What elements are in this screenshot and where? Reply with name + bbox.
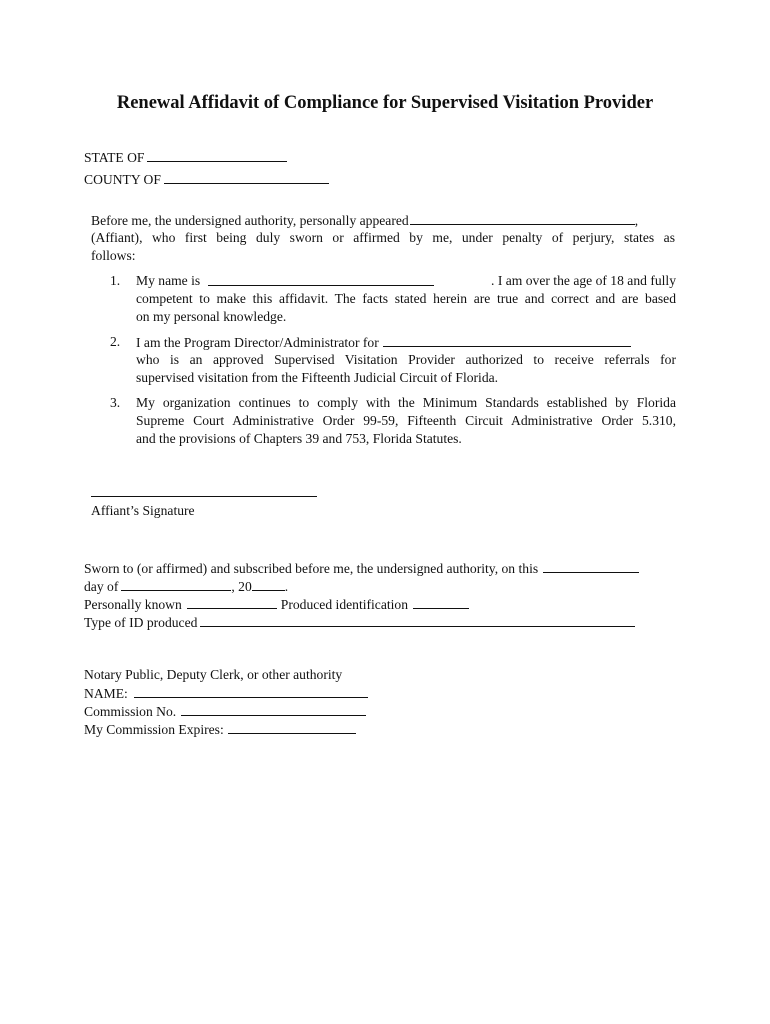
year-prefix: , 20 [231, 579, 252, 594]
item-1-line-1 [136, 272, 676, 290]
county-blank[interactable] [164, 170, 329, 184]
notary-name-label: NAME: [84, 686, 128, 701]
list-item [110, 394, 676, 450]
county-line [84, 170, 329, 189]
personally-known-label: Personally known [84, 597, 182, 612]
organization-blank[interactable] [383, 333, 631, 347]
expires-label: My Commission Expires: [84, 722, 224, 737]
intro-line-1 [91, 211, 675, 229]
jurat-text: Sworn to (or affirmed) and subscribed before me, the undersigned authority, on this [84, 561, 539, 576]
intro-comma: , [634, 213, 639, 228]
state-line [84, 148, 287, 167]
my-name-blank[interactable] [208, 272, 434, 286]
item-2-text-a: I am the Program Director/Administrator for [136, 335, 379, 350]
state-label: STATE OF [84, 150, 145, 165]
notary-heading: Notary Public, Deputy Clerk, or other authority [84, 667, 343, 682]
intro-text: Before me, the undersigned authority, personally appeared [91, 213, 409, 228]
expires-blank[interactable] [228, 720, 356, 734]
produced-id-label: Produced identification [280, 597, 409, 612]
item-1-line-3: on my personal knowledge. [136, 309, 287, 324]
item-number: 2. [110, 334, 121, 349]
commission-blank[interactable] [181, 702, 366, 716]
year-blank[interactable] [252, 577, 285, 591]
affiant-signature-line[interactable] [91, 495, 317, 497]
item-body [136, 272, 676, 326]
item-3-line-2: Supreme Court Administrative Order 99-59, Fifteenth Circuit Administrative Order 5.310, [136, 413, 676, 428]
commission-line [84, 702, 366, 721]
county-label: COUNTY OF [84, 172, 161, 187]
intro-paragraph [91, 211, 675, 265]
list-item [110, 272, 676, 328]
document-title: Renewal Affidavit of Compliance for Supervised Visitation Provider [116, 93, 654, 113]
item-1-text-a: My name is [136, 273, 201, 288]
item-2-line-1 [136, 333, 676, 351]
personally-known-blank[interactable] [187, 595, 277, 609]
item-number: 3. [110, 395, 121, 410]
notary-name-line [84, 684, 368, 703]
day-blank[interactable] [543, 559, 639, 573]
affiant-name-blank[interactable] [410, 211, 635, 225]
list-item [110, 333, 676, 389]
jurat-line-3 [84, 595, 469, 614]
day-of-label: day of [84, 579, 119, 594]
affiant-signature-label: Affiant’s Signature [91, 503, 195, 518]
item-1-line-2: competent to make this affidavit. The facts stated herein are true and correct and are based [136, 291, 676, 306]
item-body [136, 394, 676, 448]
item-3-line-3: and the provisions of Chapters 39 and 753, Florida Statutes. [136, 431, 462, 446]
item-2-line-2: who is an approved Supervised Visitation Provider authorized to receive referrals for [136, 352, 676, 367]
item-3-line-1: My organization continues to comply with the Minimum Standards established by Florida [136, 395, 676, 410]
notary-name-blank[interactable] [134, 684, 368, 698]
item-2-line-3: supervised visitation from the Fifteenth Judicial Circuit of Florida. [136, 370, 499, 385]
state-blank[interactable] [147, 148, 287, 162]
year-period: . [284, 579, 289, 594]
expires-line [84, 720, 356, 739]
jurat-line-2 [84, 577, 288, 596]
item-number: 1. [110, 273, 121, 288]
jurat-line-1 [84, 559, 639, 578]
item-1-text-b: . I am over the age of 18 and fully [491, 273, 676, 288]
item-body [136, 333, 676, 387]
id-type-label: Type of ID produced [84, 615, 198, 630]
commission-label: Commission No. [84, 704, 177, 719]
intro-line-2: (Affiant), who first being duly sworn or affirmed by me, under penalty of perjury, states as [91, 230, 675, 245]
intro-line-3: follows: [91, 248, 136, 263]
id-type-blank[interactable] [200, 613, 635, 627]
month-blank[interactable] [121, 577, 231, 591]
jurat-line-4 [84, 613, 635, 632]
produced-id-blank[interactable] [413, 595, 469, 609]
